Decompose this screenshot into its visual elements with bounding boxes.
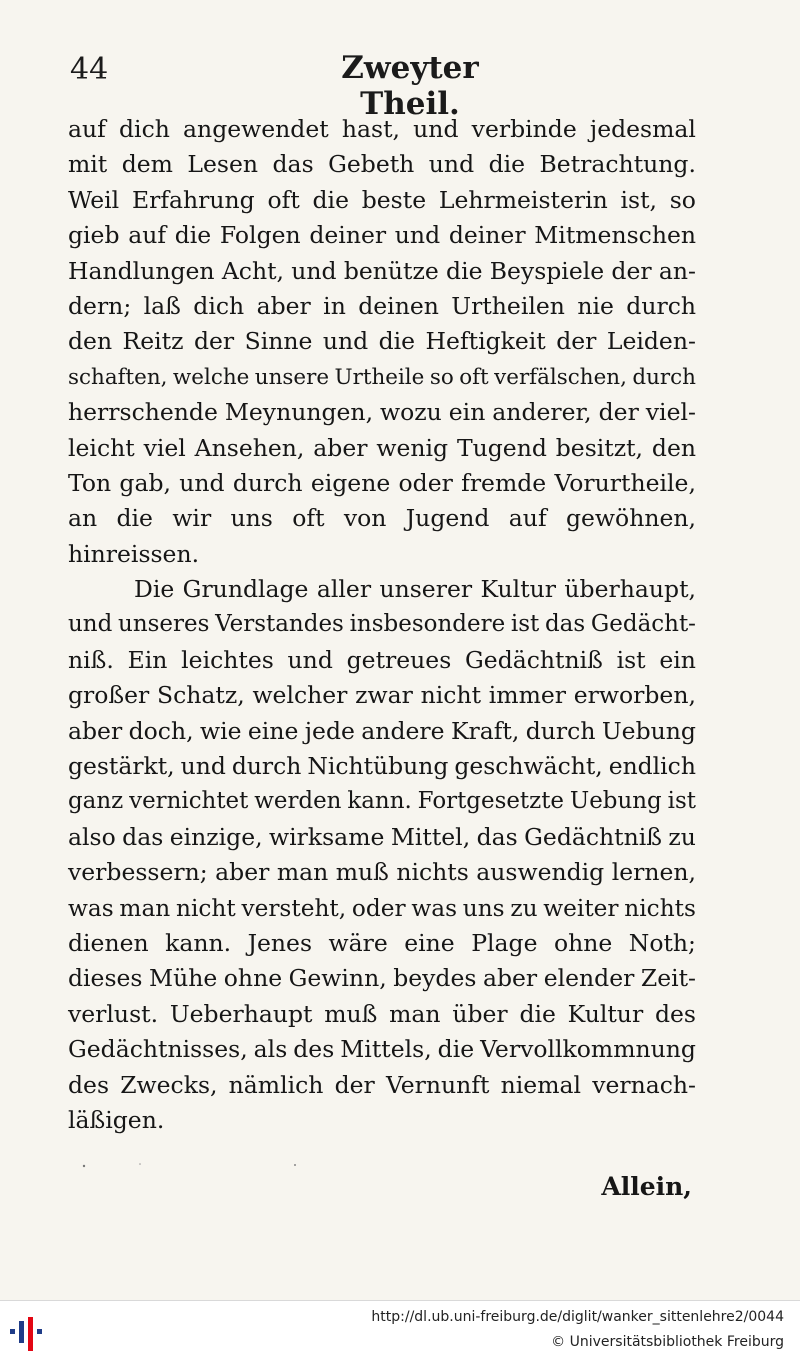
ub-freiburg-logo-icon bbox=[8, 1315, 48, 1351]
text-line: mit dem Lesen das Gebeth und die Betrachtung. bbox=[68, 150, 696, 179]
text-line: Weil Erfahrung oft die beste Lehrmeisterin ist, so bbox=[68, 185, 696, 214]
text-line: Gedächtnisses, als des Mittels, die Vervollkommnung bbox=[68, 1035, 696, 1064]
text-line: Ton gab, und durch eigene oder fremde Vorurtheile, bbox=[68, 468, 696, 497]
text-line: was man nicht versteht, oder was uns zu weiter nichts bbox=[68, 894, 696, 922]
text-line: läßigen. bbox=[68, 1105, 165, 1134]
copyright-notice: © Universitätsbibliothek Freiburg bbox=[551, 1334, 784, 1350]
text-line: dern; laß dich aber in deinen Urtheilen nie durch bbox=[68, 291, 696, 320]
text-line: des Zwecks, nämlich der Vernunft niemal vernach- bbox=[68, 1070, 696, 1099]
text-line: schaften, welche unsere Urtheile so oft verfälschen, durch bbox=[68, 364, 696, 390]
source-url-link[interactable]: http://dl.ub.uni-freiburg.de/diglit/wanker_sittenlehre2/0044 bbox=[371, 1309, 784, 1325]
text-line: an die wir uns oft von Jugend auf gewöhnen, bbox=[68, 504, 696, 533]
text-line: Handlungen Acht, und benütze die Beyspiele der an- bbox=[68, 256, 696, 285]
text-line: herrschende Meynungen, wozu ein anderer, der viel- bbox=[68, 398, 696, 427]
scan-specks bbox=[80, 1160, 320, 1170]
text-line: großer Schatz, welcher zwar nicht immer erworben, bbox=[68, 681, 696, 710]
text-line: dienen kann. Jenes wäre eine Plage ohne Noth; bbox=[68, 928, 696, 957]
text-line: dieses Mühe ohne Gewinn, beydes aber elender Zeit- bbox=[68, 964, 696, 993]
text-line: verlust. Ueberhaupt muß man über die Kultur des bbox=[68, 999, 696, 1028]
running-head: Zweyter Theil. bbox=[341, 50, 479, 122]
text-line: auf dich angewendet hast, und verbinde jedesmal bbox=[68, 115, 696, 143]
text-line: hinreissen. bbox=[68, 539, 200, 568]
text-line: den Reitz der Sinne und die Heftigkeit der Leiden- bbox=[68, 327, 696, 356]
text-line: gieb auf die Folgen deiner und deiner Mitmenschen bbox=[68, 221, 696, 250]
text-line: ganz vernichtet werden kann. Fortgesetzte Uebung ist bbox=[68, 788, 696, 815]
body-text bbox=[68, 112, 696, 1138]
text-line: aber doch, wie eine jede andere Kraft, durch Uebung bbox=[68, 716, 696, 745]
text-line: leicht viel Ansehen, aber wenig Tugend besitzt, den bbox=[68, 433, 696, 462]
text-line: also das einzige, wirksame Mittel, das Gedächtniß zu bbox=[68, 822, 696, 851]
text-line: gestärkt, und durch Nichtübung geschwächt, endlich bbox=[68, 752, 696, 781]
text-line: niß. Ein leichtes und getreues Gedächtniß ist ein bbox=[68, 645, 696, 674]
catchword: Allein, bbox=[601, 1172, 692, 1201]
text-line: Die Grundlage aller unserer Kultur überhaupt, bbox=[134, 575, 696, 604]
text-line: verbessern; aber man muß nichts auswendig lernen, bbox=[68, 858, 696, 887]
page-number: 44 bbox=[70, 52, 109, 87]
text-line: und unseres Verstandes insbesondere ist das Gedächt- bbox=[68, 611, 696, 638]
footer-bar bbox=[0, 1300, 800, 1361]
